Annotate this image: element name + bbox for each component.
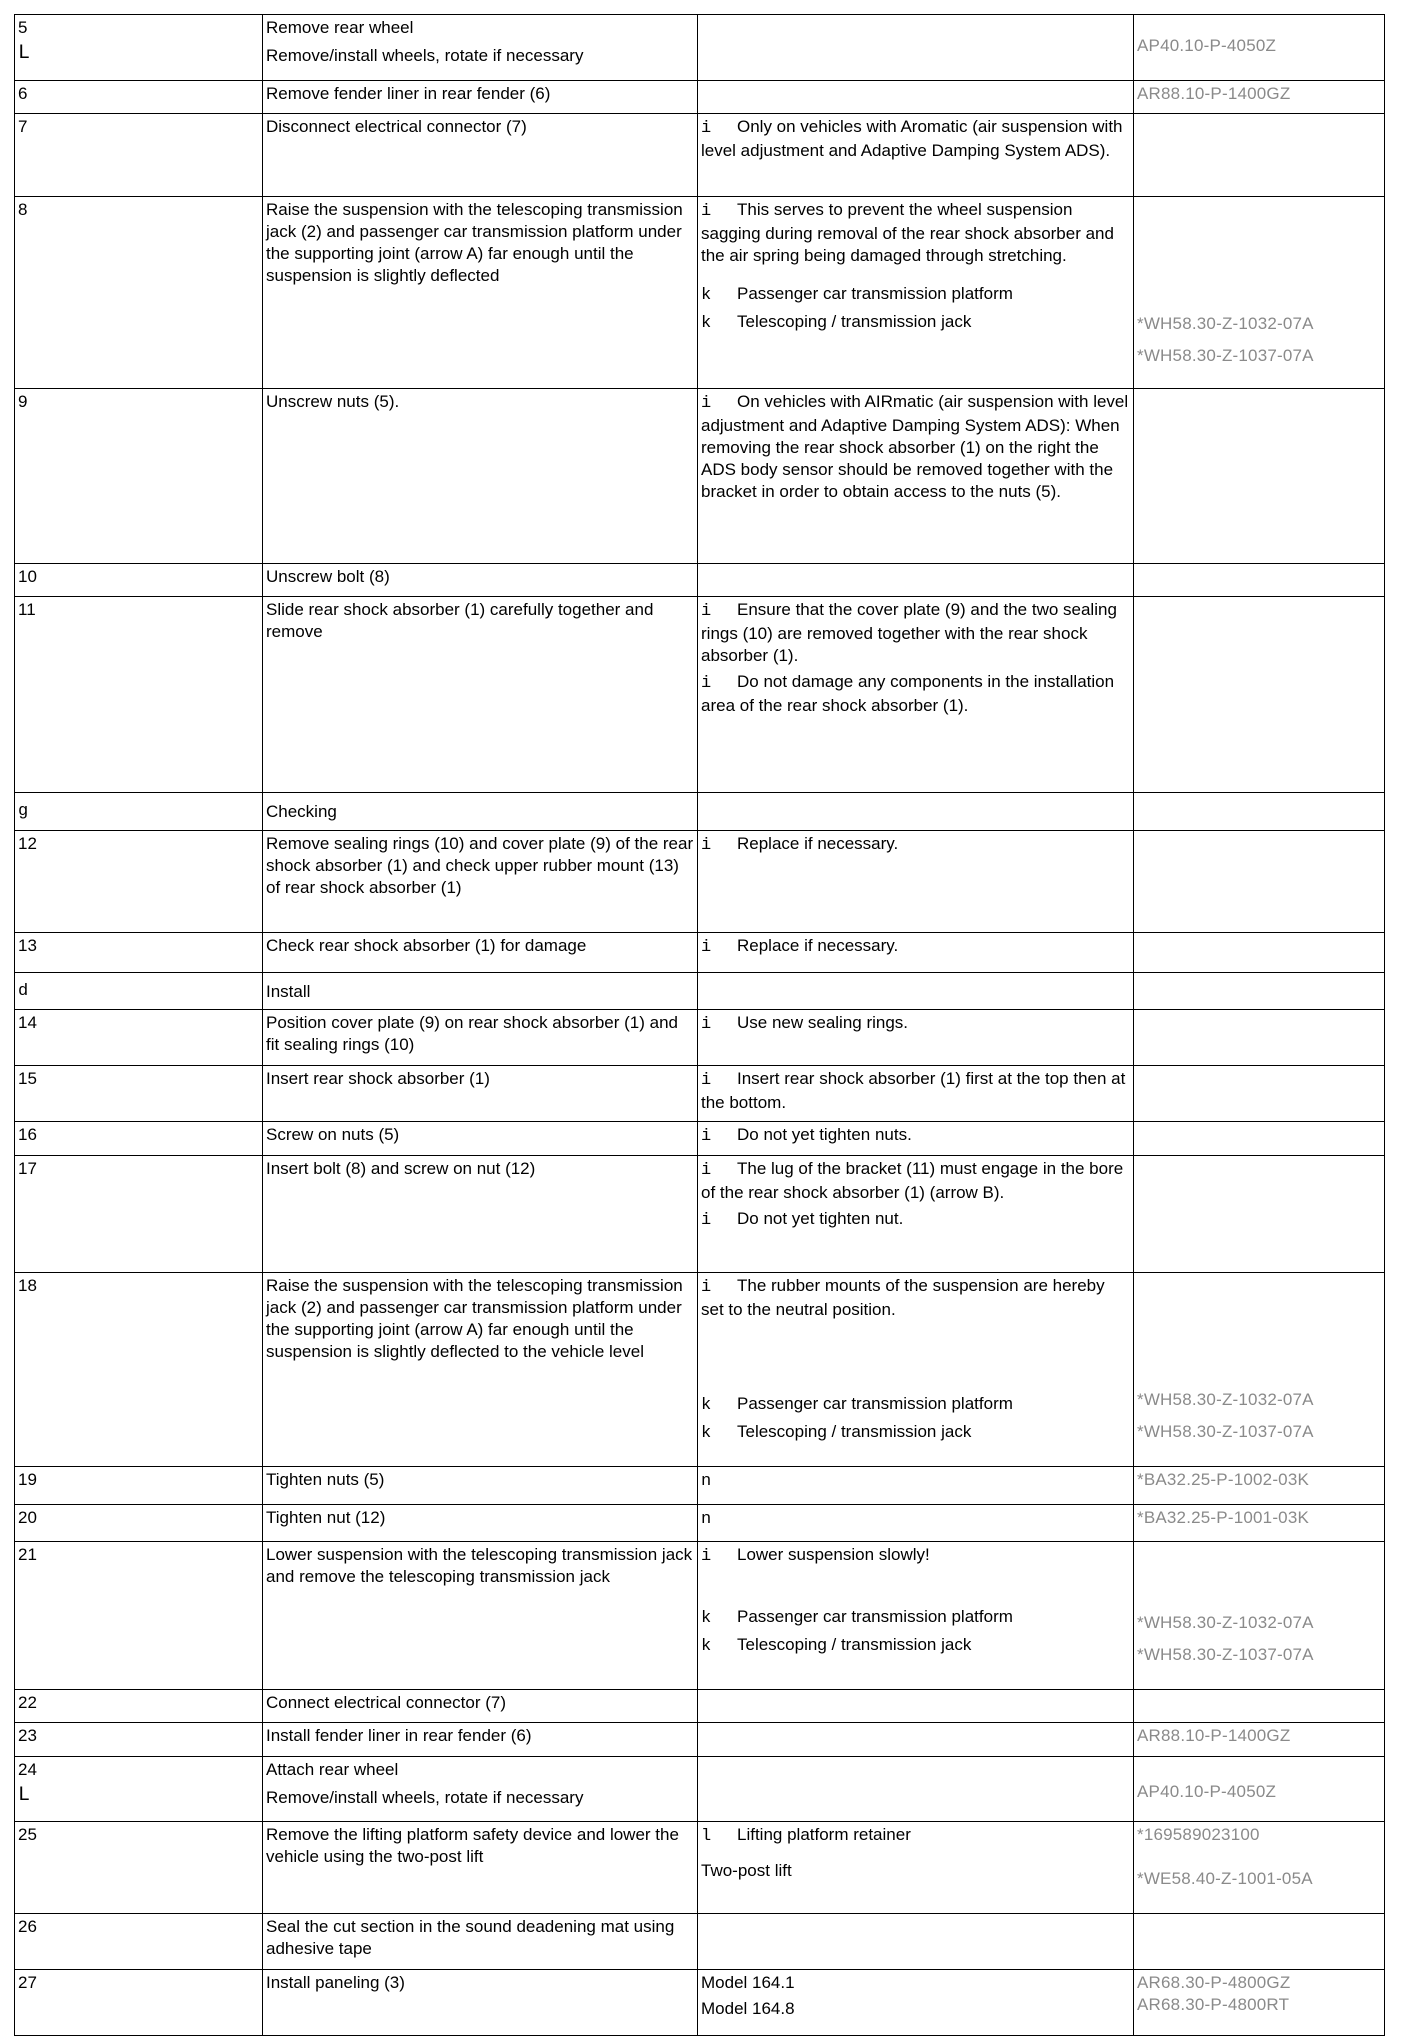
note-symbol-icon: i [701, 119, 712, 138]
step-row [15, 389, 1385, 564]
note-text: Telescoping / transmission jack [737, 1422, 972, 1441]
step-number: 14 [18, 1013, 37, 1032]
note [701, 1393, 1130, 1417]
note-text: Replace if necessary. [737, 936, 899, 955]
step-row [15, 1723, 1385, 1757]
action-text: Tighten nuts (5) [266, 1470, 385, 1489]
note [701, 199, 1130, 267]
reference-cell [1134, 564, 1385, 597]
reference-link[interactable]: *WH58.30-Z-1032-07A [1137, 1613, 1314, 1632]
note-text: On vehicles with AIRmatic (air suspension with level adjustment and Adaptive Damping System ADS): When removing the rear shock absorber (1) on the right the ADS body sensor should be removed together with the bracket in order to obtain access to the nuts (5). [701, 392, 1129, 501]
reference-cell [1134, 1690, 1385, 1723]
action-cell [263, 564, 698, 597]
step-number-cell [15, 597, 263, 793]
note-text: Two-post lift [701, 1861, 792, 1880]
action-text: Tighten nut (12) [266, 1508, 386, 1527]
action-text: Position cover plate (9) on rear shock absorber (1) and fit sealing rings (10) [266, 1013, 678, 1054]
note-text: Do not yet tighten nuts. [737, 1125, 912, 1144]
step-number: 19 [18, 1470, 37, 1489]
action-cell [263, 1723, 698, 1757]
reference-cell [1134, 15, 1385, 81]
notes-cell [698, 1273, 1134, 1467]
note [701, 671, 1130, 717]
reference-cell [1134, 1822, 1385, 1914]
notes-cell [698, 1690, 1134, 1723]
procedure-table-body [15, 15, 1385, 2036]
step-row [15, 1757, 1385, 1822]
step-row [15, 1970, 1385, 2036]
reference-link[interactable]: AR68.30-P-4800GZ [1137, 1973, 1291, 1992]
reference-link[interactable]: *BA32.25-P-1002-03K [1137, 1470, 1310, 1489]
step-number-cell [15, 1970, 263, 2036]
note-symbol-icon: i [701, 836, 712, 855]
step-number-cell [15, 1690, 263, 1723]
action-text: Remove fender liner in rear fender (6) [266, 84, 551, 103]
notes-cell [698, 1970, 1134, 2036]
note-symbol-icon: i [701, 602, 712, 621]
note-symbol-icon: i [701, 1211, 712, 1230]
step-row [15, 793, 1385, 831]
note-symbol-icon: n [701, 1472, 712, 1491]
note [701, 599, 1130, 667]
reference-link[interactable]: AP40.10-P-4050Z [1137, 36, 1277, 55]
action-text: Unscrew nuts (5). [266, 392, 400, 411]
step-number-cell [15, 1122, 263, 1156]
note [701, 1544, 1130, 1568]
reference-link[interactable]: AR68.30-P-4800RT [1137, 1995, 1290, 2014]
note-symbol-icon: i [701, 1161, 712, 1180]
note-symbol-icon: i [701, 202, 712, 221]
note-text: Lifting platform retainer [737, 1825, 911, 1844]
notes-cell [698, 1542, 1134, 1690]
action-text: Attach rear wheel [266, 1760, 399, 1779]
action-cell [263, 1757, 698, 1822]
notes-cell [698, 1505, 1134, 1542]
action-cell [263, 1542, 698, 1690]
reference-cell [1134, 197, 1385, 389]
reference-link[interactable]: *WH58.30-Z-1037-07A [1137, 1422, 1314, 1441]
note [701, 1507, 1130, 1531]
step-number-cell [15, 933, 263, 973]
action-cell [263, 1690, 698, 1723]
step-number: 13 [18, 936, 37, 955]
note-text: Do not yet tighten nut. [737, 1209, 904, 1228]
action-text: Lower suspension with the telescoping transmission jack and remove the telescoping transmission jack [266, 1545, 693, 1586]
step-number: 8 [18, 200, 28, 219]
note-symbol-icon: i [701, 394, 712, 413]
step-number-cell [15, 1066, 263, 1122]
step-number: 7 [18, 117, 28, 136]
notes-cell [698, 933, 1134, 973]
note [701, 311, 1130, 335]
notes-cell [698, 1156, 1134, 1273]
note-symbol-icon: k [701, 1424, 712, 1443]
step-row [15, 1822, 1385, 1914]
step-number: 15 [18, 1069, 37, 1088]
note-text: The rubber mounts of the suspension are hereby set to the neutral position. [701, 1276, 1105, 1319]
note [701, 1860, 1130, 1882]
step-number: 22 [18, 1693, 37, 1712]
action-text: Insert bolt (8) and screw on nut (12) [266, 1159, 536, 1178]
action-cell [263, 1010, 698, 1066]
reference-cell [1134, 1156, 1385, 1273]
step-row [15, 1914, 1385, 1970]
action-text: Remove/install wheels, rotate if necessary [266, 1788, 584, 1807]
note-text: Passenger car transmission platform [737, 284, 1013, 303]
action-text: Remove rear wheel [266, 18, 414, 37]
action-cell [263, 1822, 698, 1914]
note [701, 1824, 1130, 1848]
step-row [15, 831, 1385, 933]
action-text: Install paneling (3) [266, 1973, 405, 1992]
procedure-table [14, 14, 1385, 2036]
action-cell [263, 389, 698, 564]
step-number: 6 [18, 84, 28, 103]
action-text: Seal the cut section in the sound deadening mat using adhesive tape [266, 1917, 675, 1958]
notes-cell [698, 973, 1134, 1010]
note-symbol-icon: k [701, 1609, 712, 1628]
note-text: Use new sealing rings. [737, 1013, 909, 1032]
reference-cell [1134, 1505, 1385, 1542]
step-number: g [18, 802, 29, 821]
step-number-cell [15, 564, 263, 597]
step-number-cell [15, 1723, 263, 1757]
note [701, 935, 1130, 959]
action-cell [263, 81, 698, 114]
notes-cell [698, 1122, 1134, 1156]
notes-cell [698, 389, 1134, 564]
step-number-cell [15, 1467, 263, 1505]
step-row [15, 81, 1385, 114]
reference-cell [1134, 81, 1385, 114]
note-text: This serves to prevent the wheel suspension sagging during removal of the rear shock absorber and the air spring being damaged through stretching. [701, 200, 1114, 265]
note [701, 1634, 1130, 1658]
step-number: 18 [18, 1276, 37, 1295]
notes-cell [698, 114, 1134, 197]
reference-cell [1134, 1757, 1385, 1822]
step-number: 16 [18, 1125, 37, 1144]
step-row [15, 197, 1385, 389]
notes-cell [698, 1757, 1134, 1822]
step-row [15, 114, 1385, 197]
notes-cell [698, 1467, 1134, 1505]
action-text: Remove sealing rings (10) and cover plate (9) of the rear shock absorber (1) and check upper rubber mount (13) of rear shock absorber (1) [266, 834, 694, 897]
note-text: The lug of the bracket (11) must engage in the bore of the rear shock absorber (1) (arrow B). [701, 1159, 1124, 1202]
action-text: Checking [266, 802, 337, 821]
reference-link[interactable]: AR88.10-P-1400GZ [1137, 1726, 1291, 1745]
step-number-cell [15, 793, 263, 831]
note [701, 1998, 1130, 2020]
step-number: 9 [18, 392, 28, 411]
action-cell [263, 1970, 698, 2036]
action-text: Raise the suspension with the telescoping transmission jack (2) and passenger car transmission platform under the supporting joint (arrow A) far enough until the suspension is slightly deflected to the vehicle level [266, 1276, 683, 1361]
note-symbol-icon: i [701, 1278, 712, 1297]
step-number: 25 [18, 1825, 37, 1844]
step-row [15, 1690, 1385, 1723]
note-text: Telescoping / transmission jack [737, 312, 972, 331]
action-cell [263, 114, 698, 197]
step-number: 21 [18, 1545, 37, 1564]
action-text: Connect electrical connector (7) [266, 1693, 507, 1712]
notes-cell [698, 15, 1134, 81]
note-symbol-icon: k [701, 286, 712, 305]
notes-cell [698, 564, 1134, 597]
note [701, 116, 1130, 162]
note-symbol-icon: k [701, 1396, 712, 1415]
action-cell [263, 933, 698, 973]
action-text: Disconnect electrical connector (7) [266, 117, 527, 136]
step-number: 5 [18, 18, 28, 37]
action-cell [263, 831, 698, 933]
step-number-cell [15, 973, 263, 1010]
step-row [15, 1542, 1385, 1690]
reference-cell [1134, 1542, 1385, 1690]
note-text: Passenger car transmission platform [737, 1607, 1013, 1626]
step-row [15, 15, 1385, 81]
notes-cell [698, 1010, 1134, 1066]
reference-link[interactable]: *169589023100 [1137, 1825, 1260, 1844]
step-number-cell [15, 1542, 263, 1690]
note-text: Ensure that the cover plate (9) and the two sealing rings (10) are removed together with the rear shock absorber (1). [701, 600, 1117, 665]
step-number-cell [15, 1010, 263, 1066]
step-number-cell [15, 1914, 263, 1970]
reference-cell [1134, 933, 1385, 973]
notes-cell [698, 1066, 1134, 1122]
note-text: Passenger car transmission platform [737, 1394, 1013, 1413]
notes-cell [698, 597, 1134, 793]
step-row [15, 1010, 1385, 1066]
note-text: Replace if necessary. [737, 834, 899, 853]
action-cell [263, 1066, 698, 1122]
note-symbol-icon: l [701, 1827, 712, 1846]
notes-cell [698, 1914, 1134, 1970]
action-text: Insert rear shock absorber (1) [266, 1069, 490, 1088]
note [701, 1068, 1130, 1114]
notes-cell [698, 1822, 1134, 1914]
step-row [15, 1505, 1385, 1542]
step-number: 24 [18, 1760, 37, 1779]
action-cell [263, 1914, 698, 1970]
note [701, 1421, 1130, 1445]
action-text: Remove/install wheels, rotate if necessary [266, 46, 584, 65]
step-row [15, 1122, 1385, 1156]
reference-link[interactable]: *WH58.30-Z-1032-07A [1137, 314, 1314, 333]
step-number-cell [15, 389, 263, 564]
note [701, 1012, 1130, 1036]
note-symbol-icon: k [701, 314, 712, 333]
note-text: Model 164.1 [701, 1973, 795, 1992]
note [701, 283, 1130, 307]
notes-cell [698, 1723, 1134, 1757]
step-number: 26 [18, 1917, 37, 1936]
step-number: 20 [18, 1508, 37, 1527]
reference-link[interactable]: *WH58.30-Z-1037-07A [1137, 1645, 1314, 1664]
reference-link[interactable]: AP40.10-P-4050Z [1137, 1782, 1277, 1801]
step-number-cell [15, 81, 263, 114]
action-text: Slide rear shock absorber (1) carefully together and remove [266, 600, 654, 641]
note-symbol-icon: i [701, 1127, 712, 1146]
note-symbol-icon: i [701, 1547, 712, 1566]
note-text: Only on vehicles with Aromatic (air suspension with level adjustment and Adaptive Damping System ADS). [701, 117, 1123, 160]
reference-cell [1134, 389, 1385, 564]
reference-cell [1134, 1066, 1385, 1122]
action-text: Unscrew bolt (8) [266, 567, 390, 586]
step-row [15, 973, 1385, 1010]
step-number: 10 [18, 567, 37, 586]
reference-cell [1134, 1467, 1385, 1505]
step-number: d [18, 982, 29, 1001]
step-number: 17 [18, 1159, 37, 1178]
action-text: Remove the lifting platform safety device and lower the vehicle using the two-post lift [266, 1825, 679, 1866]
note [701, 391, 1130, 503]
action-text: Check rear shock absorber (1) for damage [266, 936, 587, 955]
note-text: Telescoping / transmission jack [737, 1635, 972, 1654]
reference-link[interactable]: *BA32.25-P-1001-03K [1137, 1508, 1310, 1527]
action-cell [263, 597, 698, 793]
step-row [15, 1156, 1385, 1273]
notes-cell [698, 831, 1134, 933]
reference-link[interactable]: *WH58.30-Z-1037-07A [1137, 346, 1314, 365]
step-number: 11 [18, 600, 36, 619]
note [701, 1208, 1130, 1232]
action-cell [263, 1505, 698, 1542]
reference-cell [1134, 793, 1385, 831]
note-text: Model 164.8 [701, 1999, 795, 2018]
notes-cell [698, 793, 1134, 831]
action-cell [263, 1273, 698, 1467]
note-text: Lower suspension slowly! [737, 1545, 930, 1564]
notes-cell [698, 81, 1134, 114]
reference-cell [1134, 1970, 1385, 2036]
reference-cell [1134, 114, 1385, 197]
step-row [15, 1066, 1385, 1122]
action-cell [263, 793, 698, 831]
step-row [15, 597, 1385, 793]
step-number-cell [15, 114, 263, 197]
note-symbol-icon: i [701, 1071, 712, 1090]
reference-cell [1134, 1122, 1385, 1156]
step-number-cell [15, 1822, 263, 1914]
reference-link[interactable]: *WH58.30-Z-1032-07A [1137, 1390, 1314, 1409]
action-cell [263, 1122, 698, 1156]
step-number-cell [15, 1273, 263, 1467]
note [701, 1469, 1130, 1493]
step-number-cell [15, 1156, 263, 1273]
reference-cell [1134, 831, 1385, 933]
action-cell [263, 973, 698, 1010]
note [701, 1972, 1130, 1994]
note [701, 1158, 1130, 1204]
reference-cell [1134, 973, 1385, 1010]
step-number: 12 [18, 834, 37, 853]
note-symbol-icon: n [701, 1510, 712, 1529]
action-text: Install [266, 982, 311, 1001]
note-text: Insert rear shock absorber (1) first at the top then at the bottom. [701, 1069, 1126, 1112]
reference-link[interactable]: AR88.10-P-1400GZ [1137, 84, 1291, 103]
reference-cell [1134, 1914, 1385, 1970]
note [701, 833, 1130, 857]
step-number: 23 [18, 1726, 37, 1745]
step-number-cell [15, 831, 263, 933]
action-text: Screw on nuts (5) [266, 1125, 400, 1144]
note [701, 1275, 1130, 1321]
step-number-cell [15, 1505, 263, 1542]
action-cell [263, 1156, 698, 1273]
note [701, 1124, 1130, 1148]
step-number-cell [15, 1757, 263, 1822]
note-symbol-icon: i [701, 938, 712, 957]
reference-cell [1134, 1273, 1385, 1467]
action-text: Install fender liner in rear fender (6) [266, 1726, 532, 1745]
step-row [15, 1273, 1385, 1467]
reference-cell [1134, 1723, 1385, 1757]
action-text: Raise the suspension with the telescoping transmission jack (2) and passenger car transmission platform under the supporting joint (arrow A) far enough until the suspension is slightly deflected [266, 200, 683, 285]
step-number-cell [15, 15, 263, 81]
step-row [15, 933, 1385, 973]
reference-cell [1134, 597, 1385, 793]
step-number-cell [15, 197, 263, 389]
note-symbol-icon: k [701, 1637, 712, 1656]
reference-link[interactable]: *WE58.40-Z-1001-05A [1137, 1869, 1313, 1888]
step-row [15, 1467, 1385, 1505]
procedure-symbol: L [18, 1784, 31, 1807]
action-cell [263, 15, 698, 81]
note [701, 1606, 1130, 1630]
note-text: Do not damage any components in the installation area of the rear shock absorber (1). [701, 672, 1115, 715]
action-cell [263, 197, 698, 389]
note-symbol-icon: i [701, 674, 712, 693]
step-number: 27 [18, 1973, 37, 1992]
reference-cell [1134, 1010, 1385, 1066]
note-symbol-icon: i [701, 1015, 712, 1034]
procedure-symbol: L [18, 42, 31, 65]
notes-cell [698, 197, 1134, 389]
action-cell [263, 1467, 698, 1505]
step-row [15, 564, 1385, 597]
